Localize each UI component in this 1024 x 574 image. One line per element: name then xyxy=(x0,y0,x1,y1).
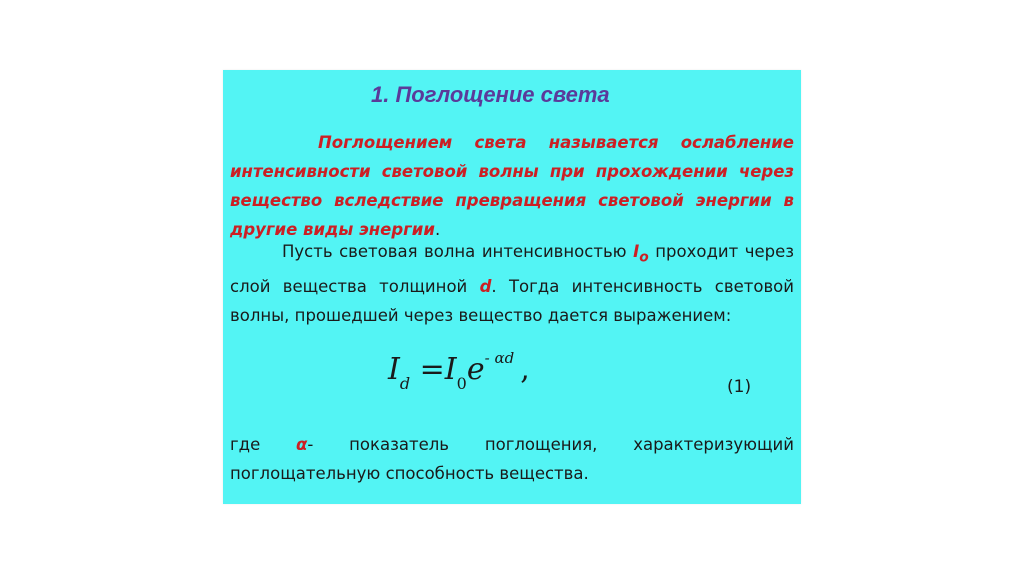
symbol-intensity-sub: o xyxy=(639,249,649,266)
formula-exp-base: e xyxy=(466,352,485,387)
formula-equals: = xyxy=(410,352,445,387)
formula-rhs-intensity: I xyxy=(444,352,457,387)
symbol-intensity xyxy=(633,242,649,266)
formula-rhs-sub: 0 xyxy=(456,374,467,393)
definition-paragraph xyxy=(230,128,794,244)
body-paragraph xyxy=(230,237,794,330)
symbol-alpha: α xyxy=(296,435,308,454)
definition-end: . xyxy=(434,220,441,239)
slide-panel xyxy=(223,70,801,504)
equation-number: (1) xyxy=(727,377,752,397)
formula-lhs: I xyxy=(388,352,400,387)
where-part2: - показатель поглощения, характеризующий поглощательную способность вещества. xyxy=(230,435,795,483)
where-paragraph xyxy=(230,430,794,488)
where-part1: где xyxy=(230,435,297,454)
formula-comma: , xyxy=(520,352,530,387)
definition-text: Поглощением света называется ослабление интенсивности световой волны при прохождении через вещество вследствие превращения световой энергии в другие виды энергии xyxy=(230,133,794,239)
body-part3: . Тогда интенсивность световой волны, прошедшей через вещество дается выражением: xyxy=(230,277,794,326)
body-part2: проходит через слой вещества толщиной xyxy=(230,242,794,297)
absorption-formula xyxy=(388,349,530,393)
body-part1: Пусть световая волна интенсивностью xyxy=(282,242,634,261)
symbol-intensity-letter: I xyxy=(633,242,640,261)
symbol-thickness: d xyxy=(479,277,492,297)
formula-lhs-sub: d xyxy=(399,374,411,393)
formula-exponent: - αd xyxy=(484,349,515,367)
slide-title: 1. Поглощение света xyxy=(371,82,610,107)
